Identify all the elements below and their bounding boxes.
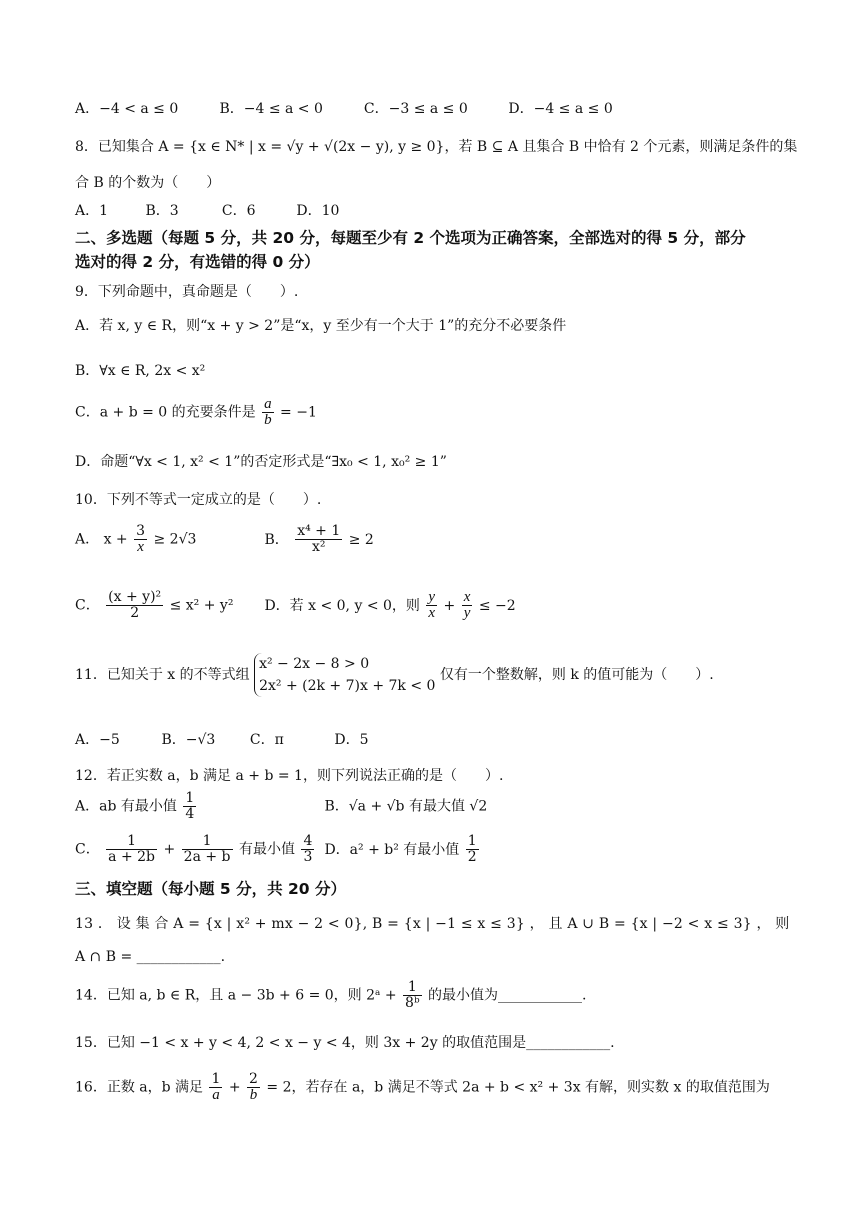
q10-row-1 xyxy=(75,524,792,555)
q11-option-d: D．5 xyxy=(334,732,369,748)
expression-part: D．a² + b² 有最小值 xyxy=(324,841,460,858)
fraction-denominator: a xyxy=(212,1087,220,1103)
q12-option-c xyxy=(75,834,320,865)
fraction-denominator: 2 xyxy=(467,849,477,865)
fraction-denominator: b xyxy=(249,1087,258,1103)
q14-prefix: 14．已知 a, b ∈ R，且 a − 3b + 6 = 0，则 2ᵃ + xyxy=(75,987,397,1004)
q14-suffix: 的最小值为____________. xyxy=(428,987,587,1004)
section-3-heading: 三、填空题（每小题 5 分，共 20 分） xyxy=(75,880,346,898)
fraction-numerator: 1 xyxy=(185,790,195,806)
q10-option-d-fraction-2 xyxy=(462,590,473,621)
q11-suffix: 仅有一个整数解，则 k 的值可能为（ ）. xyxy=(439,667,714,683)
q12-row-1 xyxy=(75,791,792,822)
fraction-numerator: x⁴ + 1 xyxy=(297,523,341,539)
q10-option-d-fraction-1 xyxy=(426,590,437,621)
plus-sign: + xyxy=(228,1079,241,1096)
fraction-numerator: x xyxy=(463,589,471,605)
q16-prefix: 16．正数 a，b 满足 xyxy=(75,1079,204,1096)
q16 xyxy=(75,1072,792,1103)
q12-option-c-fraction-2 xyxy=(182,834,233,865)
q11-inequality-system xyxy=(254,653,435,697)
q8-text-1: 8．已知集合 A = {x ∈ N* | x = √y + √(2x − y), y ≥ 0}，若 B ⊆ A 且集合 B 中恰有 2 个元素，则满足条件的集 xyxy=(75,139,798,155)
fraction-numerator: (x + y)² xyxy=(108,589,162,605)
q12-stem: 12．若正实数 a，b 满足 a + b = 1，则下列说法正确的是（ ）. xyxy=(75,768,504,784)
expression-part: A．ab 有最小值 xyxy=(75,798,177,815)
q10-option-a-fraction xyxy=(134,524,147,555)
expression-part: ≤ x² + y² xyxy=(169,597,234,614)
fraction-numerator: 3 xyxy=(136,523,146,539)
fraction-numerator: 1 xyxy=(211,1071,221,1087)
q12-option-d-fraction xyxy=(466,834,479,865)
q9-option-a: A．若 x, y ∈ R，则“x + y > 2”是“x，y 至少有一个大于 1”的充分不必要条件 xyxy=(75,318,567,334)
q13-line-2: A ∩ B = ____________. xyxy=(75,949,226,965)
fraction-denominator: b xyxy=(264,412,272,428)
section-2-heading-line-2: 选对的得 2 分，有选错的得 0 分） xyxy=(75,253,320,271)
q12-option-c-fraction-3 xyxy=(301,834,314,865)
fraction-denominator: x xyxy=(428,605,436,621)
q12-option-a xyxy=(75,791,320,822)
q9-stem: 9．下列命题中，真命题是（ ）. xyxy=(75,284,299,300)
q11-stem xyxy=(75,653,792,697)
fraction-denominator: 8ᵇ xyxy=(405,995,420,1011)
option-label: A． xyxy=(75,531,100,548)
fraction-denominator: x xyxy=(137,539,144,555)
q16-fraction-1 xyxy=(209,1072,222,1103)
q7-options xyxy=(75,98,792,118)
fraction-denominator: 2 xyxy=(130,605,140,621)
fraction-denominator: x² xyxy=(311,539,326,555)
fraction-numerator: 1 xyxy=(467,833,477,849)
q10-option-a xyxy=(75,524,260,555)
q16-fraction-2 xyxy=(247,1072,260,1103)
system-row-2: 2x² + (2k + 7)x + 7k < 0 xyxy=(259,678,436,694)
q9-option-b: B．∀x ∈ R, 2x < x² xyxy=(75,363,206,379)
expression-part: ≥ 2 xyxy=(348,531,374,548)
q8-options xyxy=(75,200,792,220)
fraction-denominator: 4 xyxy=(185,806,195,822)
option-label: C． xyxy=(75,597,100,614)
fraction-numerator: 1 xyxy=(403,980,422,996)
q10-option-c xyxy=(75,590,260,621)
q8-text-2: 合 B 的个数为（ ） xyxy=(75,175,221,191)
fraction-denominator: a + 2b xyxy=(108,849,156,865)
q13-line-1: 13 ． 设 集 合 A = {x | x² + mx − 2 < 0}, B = {x | −1 ≤ x ≤ 3} ， 且 A ∪ B = {x | −2 < x ≤ 3} ， 则 xyxy=(75,916,790,932)
q7-option-b: B．−4 ≤ a < 0 xyxy=(219,101,323,117)
expression-part: 有最小值 xyxy=(238,841,295,858)
q12-row-2 xyxy=(75,834,792,865)
q10-stem: 10．下列不等式一定成立的是（ ）. xyxy=(75,492,322,508)
q7-option-d: D．−4 ≤ a ≤ 0 xyxy=(508,101,613,117)
fraction-numerator: 4 xyxy=(303,833,313,849)
option-label: B． xyxy=(264,531,289,548)
fraction-numerator: 1 xyxy=(182,834,233,850)
section-2-heading-line-1: 二、多选题（每题 5 分，共 20 分，每题至少有 2 个选项为正确答案，全部选对的得 5 分，部分 xyxy=(75,229,746,247)
q9-option-d: D．命题“∀x < 1, x² < 1”的否定形式是“∃x₀ < 1, x₀² ≥ 1” xyxy=(75,454,447,470)
q11-prefix: 11．已知关于 x 的不等式组 xyxy=(75,667,250,683)
q8-option-b: B．3 xyxy=(145,203,179,219)
q11-option-a: A．−5 xyxy=(75,732,120,748)
expression-part: x + xyxy=(103,531,128,548)
q10-option-b xyxy=(264,523,374,555)
fraction-numerator: a xyxy=(264,396,272,412)
fraction-numerator: y xyxy=(428,589,436,605)
q11-options xyxy=(75,729,792,749)
q11-option-b: B．−√3 xyxy=(161,732,216,748)
q12-option-c-fraction-1 xyxy=(106,834,157,865)
q10-row-2 xyxy=(75,590,792,621)
q8-option-a: A．1 xyxy=(75,203,109,219)
q15: 15．已知 −1 < x + y < 4, 2 < x − y < 4，则 3x + 2y 的取值范围是____________. xyxy=(75,1035,615,1051)
q14 xyxy=(75,980,792,1011)
plus-sign: + xyxy=(443,597,456,614)
q10-option-b-fraction xyxy=(295,524,342,555)
system-row-1: x² − 2x − 8 > 0 xyxy=(259,656,370,672)
expression-part: ≥ 2√3 xyxy=(153,531,197,548)
q7-option-c: C．−3 ≤ a ≤ 0 xyxy=(363,101,468,117)
q8-option-c: C．6 xyxy=(221,203,256,219)
q12-option-a-fraction xyxy=(183,791,196,822)
q8-option-d: D．10 xyxy=(296,203,340,219)
fraction-numerator: 2 xyxy=(249,1071,258,1087)
q9-option-c xyxy=(75,397,792,428)
option-label: C． xyxy=(75,841,100,858)
q11-option-c: C．π xyxy=(249,732,284,748)
q16-suffix: = 2，若存在 a，b 满足不等式 2a + b < x² + 3x 有解，则实数 x 的取值范围为 xyxy=(266,1079,770,1096)
fraction-denominator: 2a + b xyxy=(183,849,231,865)
q10-option-d xyxy=(264,589,516,621)
q10-option-c-fraction xyxy=(106,590,163,621)
q7-option-a: A．−4 < a ≤ 0 xyxy=(75,101,179,117)
q9-option-c-suffix: = −1 xyxy=(280,404,317,421)
q12-option-b: B．√a + √b 有最大值 √2 xyxy=(324,798,488,815)
fraction-denominator: y xyxy=(463,605,471,621)
q9-option-c-fraction xyxy=(262,397,274,428)
fraction-denominator: 3 xyxy=(303,849,313,865)
fraction-numerator: 1 xyxy=(106,834,157,850)
q14-fraction xyxy=(403,980,422,1011)
option-label: D．若 x < 0, y < 0，则 xyxy=(264,597,420,614)
expression-part: ≤ −2 xyxy=(478,597,516,614)
plus-sign: + xyxy=(163,841,176,858)
q9-option-c-prefix: C．a + b = 0 的充要条件是 xyxy=(75,404,256,421)
q12-option-d xyxy=(324,833,480,865)
